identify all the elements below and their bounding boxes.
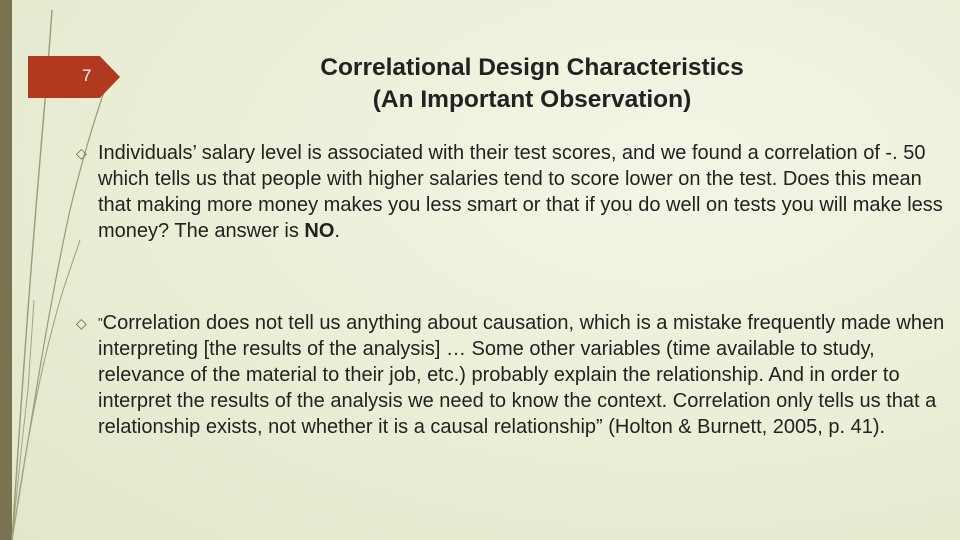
diamond-outline-icon: ◇ (76, 145, 87, 161)
bullet-1 (76, 140, 956, 244)
bullet-1-answer: NO (304, 220, 335, 242)
bullet-2-text (98, 310, 956, 440)
diamond-outline-icon: ◇ (76, 315, 87, 331)
bullet-2 (76, 310, 956, 440)
title-line-2: (An Important Observation) (372, 86, 692, 113)
slide-title (232, 52, 832, 116)
bullet-1-end: . (334, 220, 340, 242)
bullet-2-open-quote: " (98, 315, 103, 330)
title-line-1: Correlational Design Characteristics (320, 54, 744, 81)
bullet-1-text (98, 140, 956, 244)
bullet-1-main: Individuals’ salary level is associated with their test scores, and we found a correlation of -. 50 which tells us that people with higher salaries tend to score lower on the test. Does this mean that making more money makes you less smart or that if you do well on tests you will make less money? The answer is (98, 142, 943, 242)
slide-number: 7 (82, 66, 92, 85)
bullet-2-quote: Correlation does not tell us anything about causation, which is a mistake frequently made when interpreting [the results of the analysis] … Some other variables (time available to study, relevance of the material to their job, etc.) probably explain the relationship. And in order to interpret the results of the analysis we need to know the context. Correlation only tells us that a relationship exists, not whether it is a causal relationship” (Holton & Burnett, 2005, p. 41). (98, 312, 945, 438)
